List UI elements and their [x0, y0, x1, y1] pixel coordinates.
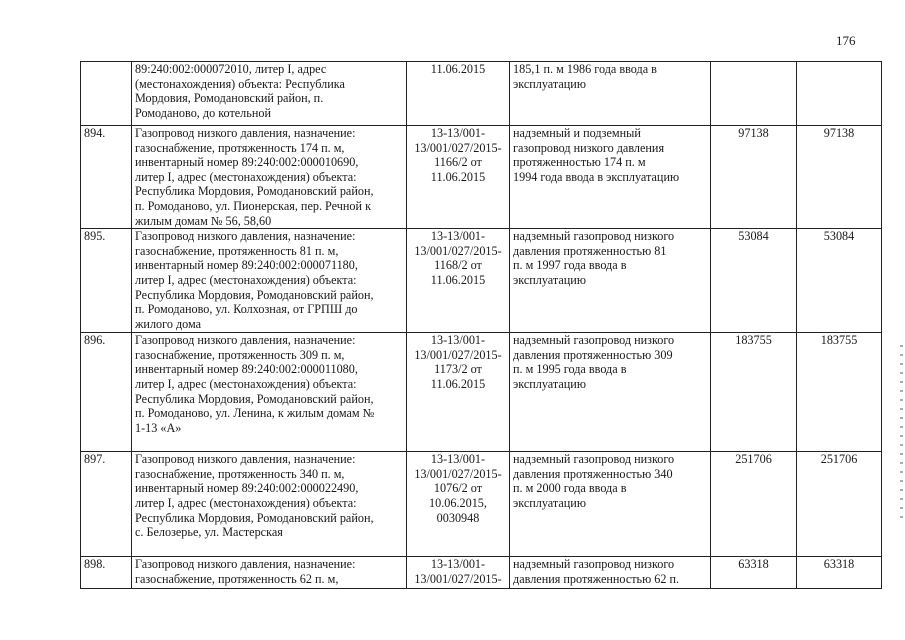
value-cell-1	[711, 333, 797, 452]
value-cell-2	[797, 452, 882, 557]
row-number-cell	[81, 229, 132, 333]
description-cell	[510, 62, 711, 126]
value-1: 53084	[738, 229, 769, 244]
row-number: 897.	[84, 452, 106, 467]
registration-cell	[407, 557, 510, 589]
value-cell-1	[711, 62, 797, 126]
object-name-cell	[132, 229, 407, 333]
description-cell	[510, 333, 711, 452]
object-name-cell	[132, 333, 407, 452]
registry-table	[80, 61, 882, 589]
registration-info: 13-13/001- 13/001/027/2015- 1076/2 от 10.06.2015, 0030948	[414, 452, 502, 525]
object-name-cell	[132, 452, 407, 557]
page-number: 176	[836, 33, 856, 48]
table-row	[81, 557, 882, 589]
registration-info: 11.06.2015	[430, 62, 486, 76]
value-1: 63318	[738, 557, 769, 572]
value-1: 97138	[738, 126, 769, 140]
object-name: Газопровод низкого давления, назначение: газоснабжение, протяженность 174 п. м, инвентарный номер 89:240:002:000010690, литер I, адрес (местонахождения) объекта: Республика Мордовия, Ромодановский район, п. Ромоданово, ул. Пионерская, пер. Речной к жилым домам № 56, 58,60	[135, 126, 374, 228]
row-number-cell	[81, 62, 132, 126]
row-number-cell	[81, 557, 132, 589]
value-cell-2	[797, 557, 882, 589]
description-cell	[510, 557, 711, 589]
value-cell-2	[797, 229, 882, 333]
value-cell-2	[797, 126, 882, 229]
value-2: 183755	[820, 333, 858, 348]
object-description: надземный газопровод низкого давления протяженностью 81 п. м 1997 года ввода в эксплуатацию	[513, 229, 675, 287]
object-name-cell	[132, 62, 407, 126]
registration-info: 13-13/001- 13/001/027/2015- 1168/2 от 11.06.2015	[414, 229, 502, 287]
value-cell-1	[711, 452, 797, 557]
table-row	[81, 229, 882, 333]
object-description: надземный газопровод низкого давления протяженностью 340 п. м 2000 года ввода в эксплуатацию	[513, 452, 675, 510]
value-cell-2	[797, 333, 882, 452]
registration-cell	[407, 333, 510, 452]
object-description: 185,1 п. м 1986 года ввода в эксплуатацию	[513, 62, 657, 91]
row-number: 895.	[84, 229, 106, 244]
value-cell-1	[711, 229, 797, 333]
row-number: 896.	[84, 333, 106, 348]
registration-cell	[407, 62, 510, 126]
value-1: 183755	[735, 333, 772, 348]
value-cell-1	[711, 557, 797, 589]
object-name: Газопровод низкого давления, назначение: газоснабжение, протяженность 62 п. м,	[135, 557, 356, 586]
table-row	[81, 333, 882, 452]
object-name-cell	[132, 126, 407, 229]
object-name: 89:240:002:000072010, литер I, адрес (местонахождения) объекта: Республика Мордовия, Ромодановский район, п. Ромоданово, до котельной	[135, 62, 345, 120]
scan-artifact	[900, 345, 903, 520]
object-name-cell	[132, 557, 407, 589]
row-number-cell	[81, 126, 132, 229]
table-row	[81, 126, 882, 229]
object-name: Газопровод низкого давления, назначение: газоснабжение, протяженность 81 п. м, инвентарный номер 89:240:002:000071180, литер I, адрес (местонахождения) объекта: Республика Мордовия, Ромодановский район, п. Ромоданово, ул. Колхозная, от ГРПШ до жилого дома	[135, 229, 374, 331]
object-description: надземный и подземный газопровод низкого давления протяженностью 174 п. м 1994 года ввода в эксплуатацию	[513, 126, 680, 184]
table-row	[81, 452, 882, 557]
value-2: 97138	[823, 126, 855, 140]
value-2: 63318	[823, 557, 855, 572]
value-2: 251706	[820, 452, 858, 467]
registration-cell	[407, 126, 510, 229]
object-description: надземный газопровод низкого давления протяженностью 62 п.	[513, 557, 680, 586]
object-description: надземный газопровод низкого давления протяженностью 309 п. м 1995 года ввода в эксплуатацию	[513, 333, 675, 391]
row-number: 894.	[84, 126, 106, 140]
value-2: 53084	[823, 229, 855, 244]
row-number-cell	[81, 452, 132, 557]
object-name: Газопровод низкого давления, назначение: газоснабжение, протяженность 309 п. м, инвентарный номер 89:240:002:000011080, литер I, адрес (местонахождения) объекта: Республика Мордовия, Ромодановский район, п. Ромоданово, ул. Ленина, к жилым домам № 1-13 «А»	[135, 333, 375, 435]
row-number-cell	[81, 333, 132, 452]
object-name: Газопровод низкого давления, назначение: газоснабжение, протяженность 340 п. м, инвентарный номер 89:240:002:000022490, литер I, адрес (местонахождения) объекта: Республика Мордовия, Ромодановский район, с. Белозерье, ул. Мастерская	[135, 452, 374, 540]
registration-cell	[407, 229, 510, 333]
table-row	[81, 62, 882, 126]
description-cell	[510, 452, 711, 557]
row-number: 898.	[84, 557, 106, 572]
registration-info: 13-13/001- 13/001/027/2015- 1173/2 от 11.06.2015	[414, 333, 502, 391]
description-cell	[510, 126, 711, 229]
registration-info: 13-13/001- 13/001/027/2015-	[414, 557, 502, 586]
registration-cell	[407, 452, 510, 557]
value-1: 251706	[735, 452, 772, 467]
description-cell	[510, 229, 711, 333]
registration-info: 13-13/001- 13/001/027/2015- 1166/2 от 11.06.2015	[414, 126, 502, 184]
value-cell-2	[797, 62, 882, 126]
value-cell-1	[711, 126, 797, 229]
